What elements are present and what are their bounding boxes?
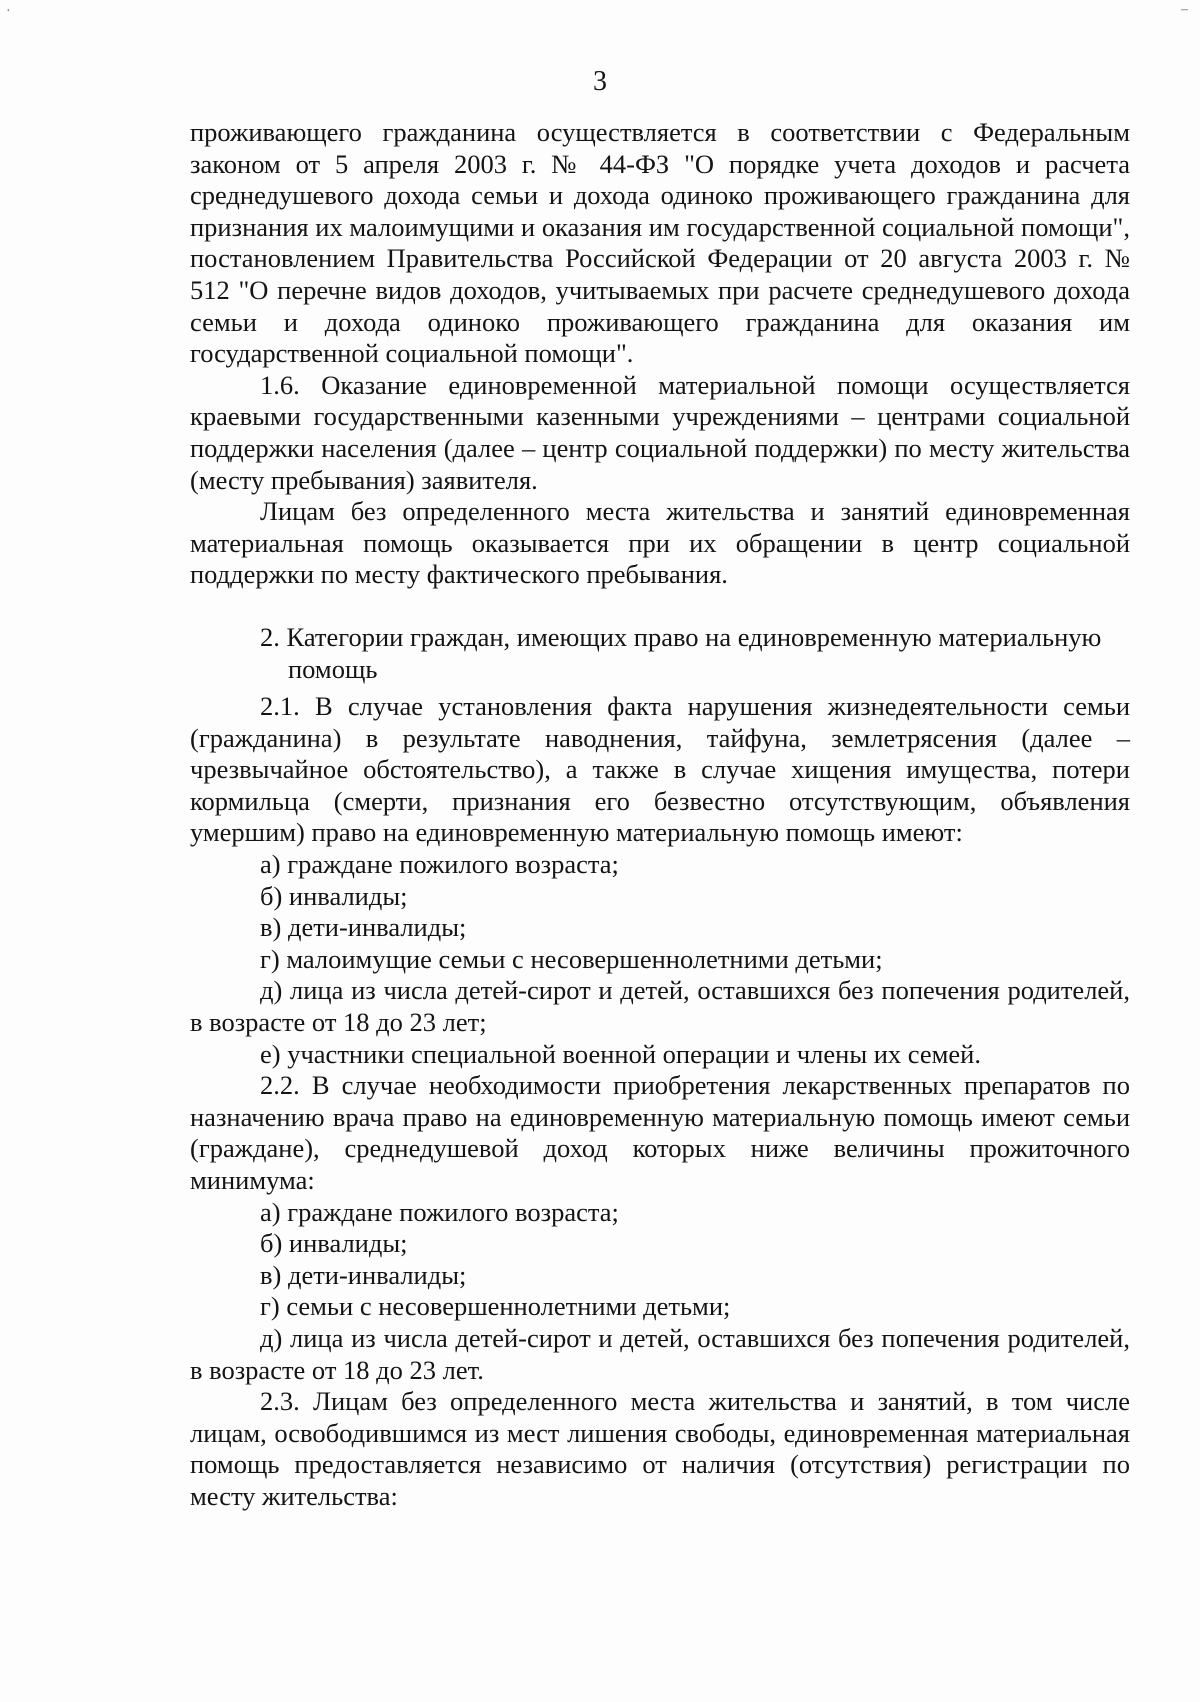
paragraph-2-3: 2.3. Лицам без определенного места жительства и занятий, в том числе лицам, освободившимся из мест лишения свободы, единовременная материальная помощь предоставляется независимо от наличия (отсутствия) регистрации по месту жительства: (190, 1386, 1130, 1511)
list-item: г) малоимущие семьи с несовершеннолетними детьми; (260, 943, 883, 974)
list-item: б) инвалиды; (260, 1228, 408, 1259)
paragraph-homeless: Лицам без определенного места жительства и занятий единовременная материальная помощь оказывается при их обращении в центр социальной поддержки по месту фактического пребывания. (190, 496, 1130, 590)
list-item: е) участники специальной военной операции и члены их семей. (260, 1038, 981, 1069)
paragraph-2-2: 2.2. В случае необходимости приобретения лекарственных препаратов по назначению врача право на единовременную материальную помощь имеют семьи (граждане), среднедушевой доход которых ниже величины прожиточного минимума: (190, 1070, 1130, 1195)
page-number: 3 (593, 66, 607, 97)
list-item: а) граждане пожилого возраста; (260, 1196, 619, 1227)
section-2-heading (190, 622, 1130, 685)
section-2-heading-line1: 2. Категории граждан, имеющих право на единовременную материальную (260, 621, 1102, 652)
list-item: г) семьи с несовершеннолетними детьми; (260, 1291, 731, 1322)
scan-artifact-dash: – (1181, 2, 1188, 17)
list-item: а) граждане пожилого возраста; (260, 849, 619, 880)
document-body (190, 117, 1130, 1513)
list-item: д) лица из числа детей-сирот и детей, оставшихся без попечения родителей, в возрасте от 18 до 23 лет; (190, 975, 1130, 1038)
scan-artifact-mark: · (6, 4, 11, 19)
paragraph-continuation: проживающего гражданина осуществляется в соответствии с Федеральным законом от 5 апреля 2003 г. № 44-ФЗ "О порядке учета доходов и расчета среднедушевого дохода семьи и дохода одиноко проживающего гражданина для признания их малоимущими и оказания им государственной социальной помощи", постановлением Правительства Российской Федерации от 20 августа 2003 г. № 512 "О перечне видов доходов, учитываемых при расчете среднедушевого дохода семьи и дохода одиноко проживающего гражданина для оказания им государственной социальной помощи". (190, 117, 1130, 369)
list-item: в) дети-инвалиды; (260, 1259, 467, 1290)
section-spacer (190, 591, 1130, 622)
list-item: в) дети-инвалиды; (260, 912, 467, 943)
list-item: д) лица из числа детей-сирот и детей, оставшихся без попечения родителей, в возрасте от 18 до 23 лет. (190, 1322, 1130, 1385)
section-2-heading-line2: помощь (288, 653, 378, 684)
paragraph-1-6: 1.6. Оказание единовременной материальной помощи осуществляется краевыми государственными казенными учреждениями – центрами социальной поддержки населения (далее – центр социальной поддержки) по месту жительства (месту пребывания) заявителя. (190, 369, 1130, 495)
list-item: б) инвалиды; (260, 880, 408, 911)
paragraph-2-1: 2.1. В случае установления факта нарушения жизнедеятельности семьи (гражданина) в результате наводнения, тайфуна, землетрясения (далее – чрезвычайное обстоятельство), а также в случае хищения имущества, потери кормильца (смерти, признания его безвестно отсутствующим, объявления умершим) право на единовременную материальную помощь имеют: (190, 691, 1130, 848)
